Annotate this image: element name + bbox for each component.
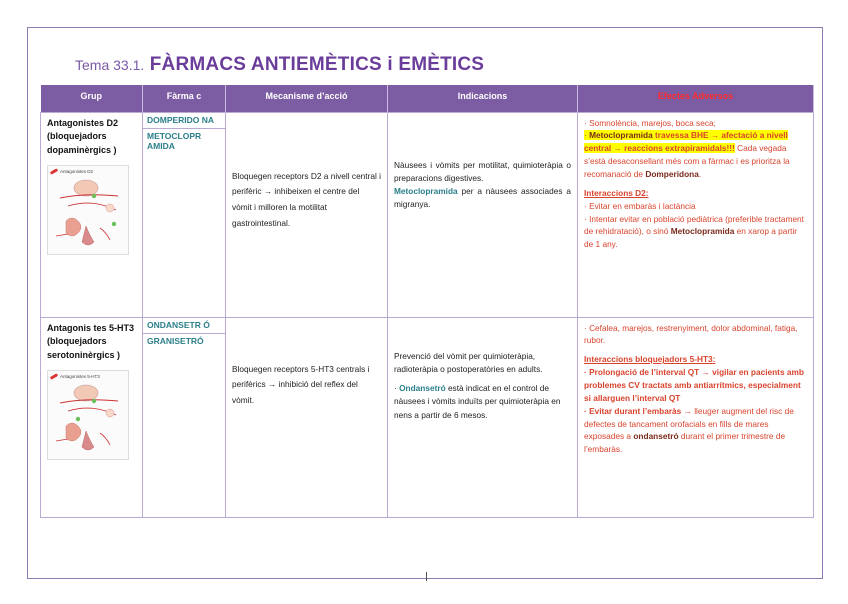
drug-name: GRANISETRÓ <box>147 336 204 347</box>
adverse-text: · Cefalea, marejos, restrenyiment, dolor abdominal, fatiga, rubor. <box>584 322 798 346</box>
page-bottom-border <box>27 578 823 579</box>
header-group: Grup <box>41 85 143 112</box>
interaction-text: · Prolongació de l’interval QT → vigilar en pacients amb problemes CV tractats amb antiarrítmics, especialment si allarguen l’interval QT <box>584 367 804 403</box>
table-row <box>41 317 814 517</box>
organ-diagram-icon <box>48 371 129 460</box>
mechanism-illustration <box>47 165 129 255</box>
header-indications: Indicacions <box>388 85 578 112</box>
title-main: FÀRMACS ANTIEMÈTICS i EMÈTICS <box>144 54 485 75</box>
drug-name: METOCLOPR AMIDA <box>147 131 202 152</box>
header-adverse-effects: Efectes Adversos <box>578 85 814 112</box>
group-cell <box>41 112 143 317</box>
header-mechanism: Mecanisme d’acció <box>226 85 388 112</box>
indication-text: Prevenció del vòmit per quimioteràpia, radioteràpia o postoperatòries en adults. <box>394 350 543 374</box>
figure-caption: Antagonistes D2 <box>60 169 94 174</box>
adverse-effects-cell <box>578 112 814 317</box>
group-name: Antagonistes D2 <box>47 117 119 128</box>
adverse-text: . <box>698 168 702 179</box>
indications-cell <box>388 317 578 517</box>
indication-text: per a nàusees associades a migranya. <box>394 186 571 210</box>
indication-bullet: · <box>394 383 400 394</box>
interaction-text: · Evitar en embaràs i lactància <box>584 200 696 211</box>
drug-cell <box>143 317 226 517</box>
adverse-text: · Somnolència, marejos, boca seca; <box>584 117 716 128</box>
indication-drug: Ondansetró <box>399 383 446 394</box>
interactions-title: Interaccions D2: <box>584 187 649 198</box>
interaction-text: durant el primer trimestre de l’embaràs. <box>584 431 786 455</box>
interaction-text: · Evitar durant l’embaràs <box>584 405 682 416</box>
adverse-bullet: · <box>584 130 590 141</box>
table-row <box>41 112 814 317</box>
adverse-drug: Domperidona <box>645 168 699 179</box>
interaction-text: en xarop a partir de 1 any. <box>584 226 798 250</box>
header-drug: Fàrma c <box>143 85 226 112</box>
drug-table <box>40 85 814 518</box>
table-header-row <box>41 85 814 112</box>
mechanism-cell: Bloquegen receptors 5-HT3 centrals i perifèrics → inhibició del reflex del vòmit. <box>226 317 388 517</box>
group-description: (bloquejadors serotoninèrgics ) <box>47 336 121 360</box>
indication-drug: Metoclopramida <box>394 186 458 197</box>
mechanism-cell: Bloquegen receptors D2 a nivell central i perifèric → inhibeixen el centre del vòmit i milloren la motilitat gastrointestinal. <box>226 112 388 317</box>
group-name: Antagonis tes 5-HT3 <box>47 322 135 333</box>
interaction-drug: Metoclopramida <box>670 226 735 237</box>
page-center-mark <box>426 572 427 581</box>
indications-cell <box>388 112 578 317</box>
adverse-effects-cell <box>578 317 814 517</box>
adverse-warning: travessa BHE → afectació a nivell central → reaccions extrapiramidals!!! <box>584 130 788 154</box>
interaction-drug: ondansetró <box>633 431 679 442</box>
adverse-drug: Metoclopramida <box>589 130 653 141</box>
group-description: (bloquejadors dopaminèrgics ) <box>47 131 117 155</box>
adverse-text: Cada vegada s’està desaconsellant més com a fàrmac i es prioritza la recomanació de <box>584 143 790 179</box>
page-title <box>75 54 484 80</box>
drug-name: ONDANSETR Ó <box>143 318 225 335</box>
drug-name: DOMPERIDO NA <box>143 113 225 130</box>
figure-caption: Antagonistes 5-HT3 <box>60 374 100 379</box>
interaction-text: → lleuger augment del risc de defectes de tancament orofacials en fills de mares exposades a <box>584 405 794 442</box>
indication-text: està indicat en el control de nàusees i vòmits induïts per quimioteràpia en nens a partir de 6 mesos. <box>394 383 561 420</box>
organ-diagram-icon <box>48 166 129 255</box>
interactions-title: Interaccions bloquejadors 5-HT3: <box>584 354 716 365</box>
indication-text: Nàusees i vòmits per motilitat, quimioteràpia o preparacions digestives. <box>394 159 571 183</box>
group-cell <box>41 317 143 517</box>
interaction-text: · Intentar evitar en població pediàtrica (preferible tractament de rehidratació), o sinó <box>584 213 804 237</box>
mechanism-illustration <box>47 370 129 460</box>
title-prefix: Tema 33.1. <box>75 57 145 73</box>
drug-cell <box>143 112 226 317</box>
